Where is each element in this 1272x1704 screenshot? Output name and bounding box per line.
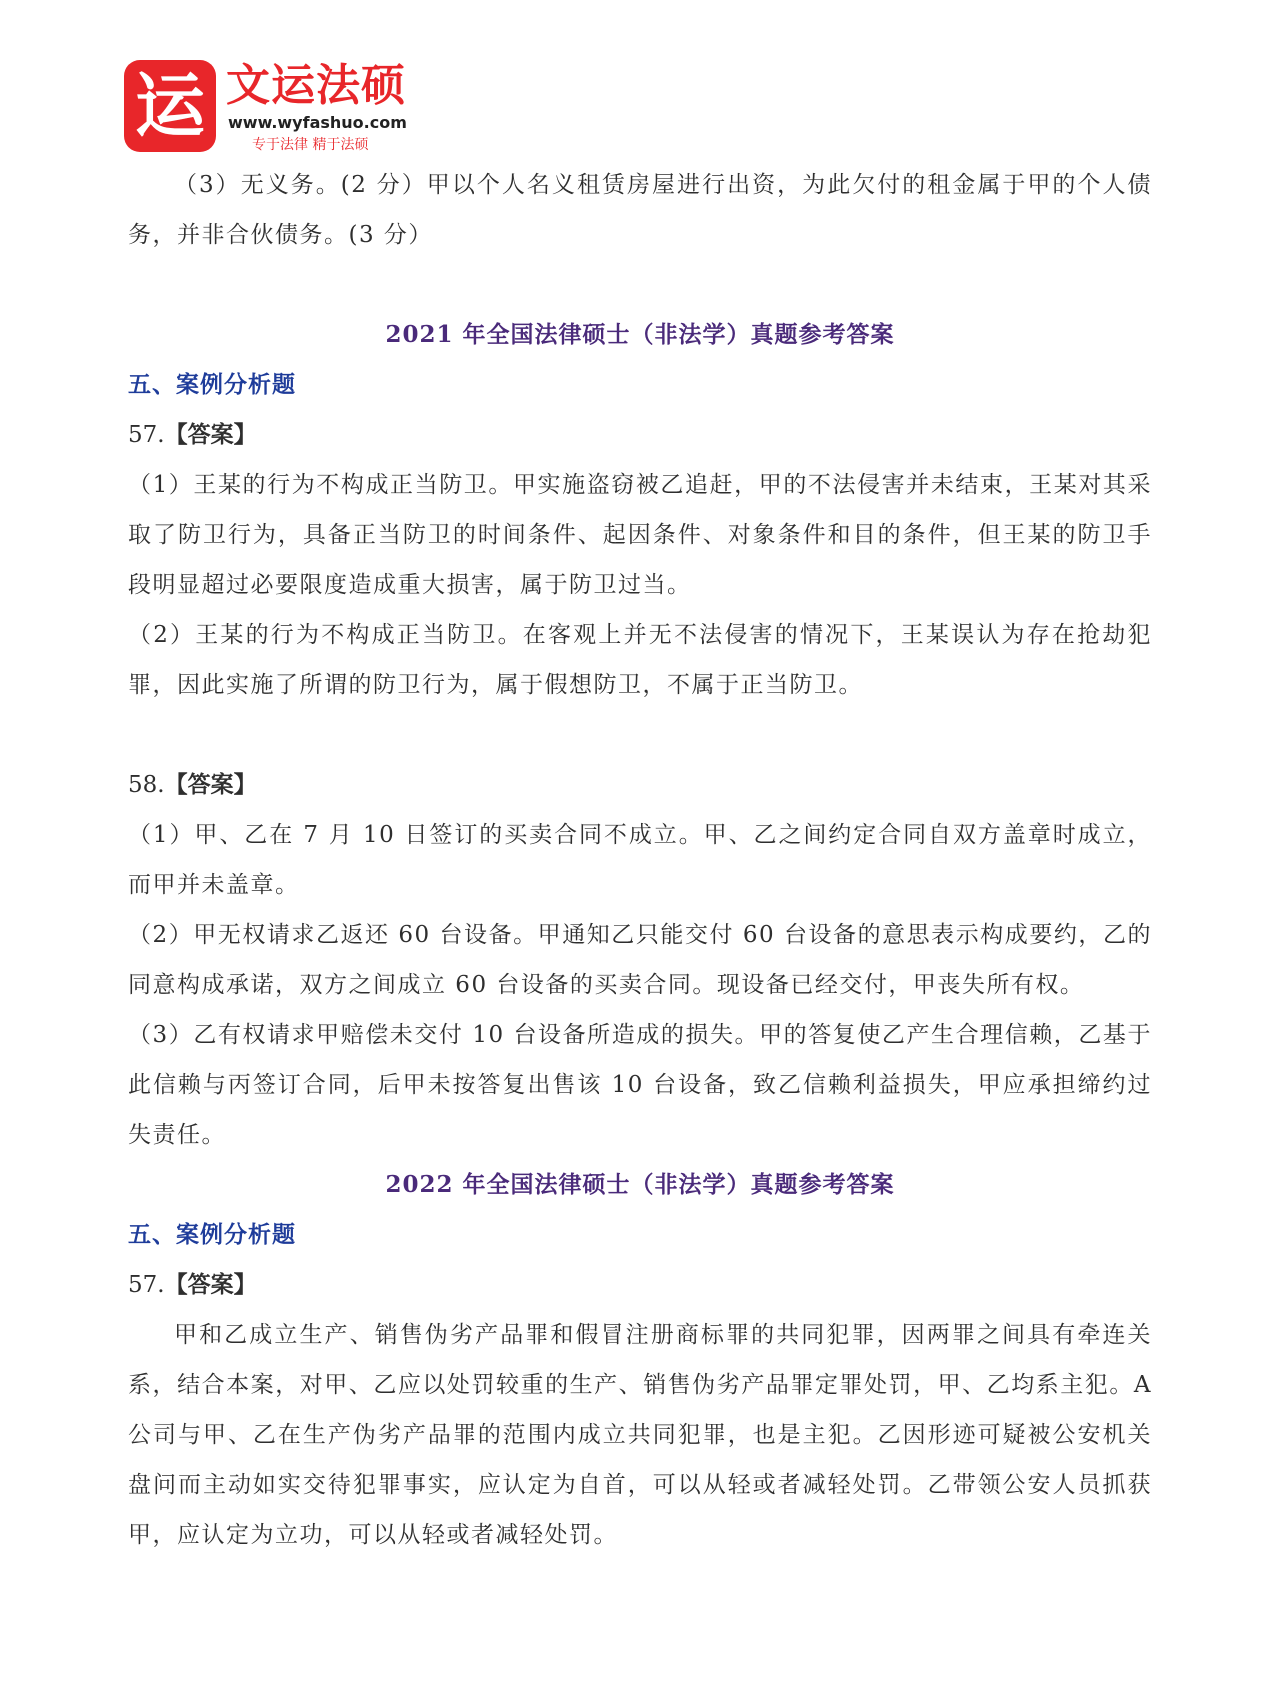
- logo-glyph: 运: [135, 64, 205, 147]
- spacer: [128, 260, 1152, 310]
- logo-slogan: 专于法律 精于法硕: [252, 137, 369, 153]
- exam-2021-q57-answer-2: （2）王某的行为不构成正当防卫。在客观上并无不法侵害的情况下，王某误认为存在抢劫犯罪，因此实施了所谓的防卫行为，属于假想防卫，不属于正当防卫。: [128, 622, 1152, 698]
- exam-2021-q58-answer-3: （3）乙有权请求甲赔偿未交付 10 台设备所造成的损失。甲的答复使乙产生合理信赖，乙基于此信赖与丙签订合同，后甲未按答复出售该 10 台设备，致乙信赖利益损失，甲应承担缔约过失责任。: [128, 1022, 1152, 1148]
- question-number: 57.: [128, 422, 165, 448]
- exam-2021-q58-heading: [128, 760, 1152, 810]
- exam-2022-q57-heading: [128, 1260, 1152, 1310]
- answer-label: 【答案】: [164, 1271, 257, 1298]
- exam-2022-section-heading: 五、案例分析题: [128, 1222, 296, 1248]
- document-body: [128, 160, 1152, 1560]
- logo-url: www.wyfashuo.com: [228, 113, 407, 132]
- logo-mark-icon: [124, 60, 216, 152]
- exam-2021-q58-answer-2: （2）甲无权请求乙返还 60 台设备。甲通知乙只能交付 60 台设备的意思表示构成要约，乙的同意构成承诺，双方之间成立 60 台设备的买卖合同。现设备已经交付，甲丧失所有权。: [128, 922, 1152, 998]
- exam-2022-title: 2022 年全国法律硕士（非法学）真题参考答案: [385, 1171, 895, 1198]
- exam-2021-section-heading: 五、案例分析题: [128, 372, 296, 398]
- exam-2021-q57-answer-1: （1）王某的行为不构成正当防卫。甲实施盗窃被乙追赶，甲的不法侵害并未结束，王某对其采取了防卫行为，具备正当防卫的时间条件、起因条件、对象条件和目的条件，但王某的防卫手段明显超过必要限度造成重大损害，属于防卫过当。: [128, 472, 1152, 598]
- exam-2022-q57-answer: 甲和乙成立生产、销售伪劣产品罪和假冒注册商标罪的共同犯罪，因两罪之间具有牵连关系，结合本案，对甲、乙应以处罚较重的生产、销售伪劣产品罪定罪处罚，甲、乙均系主犯。A 公司与甲、乙在生产伪劣产品罪的范围内成立共同犯罪，也是主犯。乙因形迹可疑被公安机关盘问而主动如实交待犯罪事实，应认定为自首，可以从轻或者减轻处罚。乙带领公安人员抓获甲，应认定为立功，可以从轻或者减轻处罚。: [128, 1322, 1152, 1548]
- answer-label: 【答案】: [164, 771, 257, 798]
- intro-answer-3: （3）无义务。(2 分）甲以个人名义租赁房屋进行出资，为此欠付的租金属于甲的个人债务，并非合伙债务。(3 分）: [128, 172, 1152, 248]
- question-number: 58.: [128, 772, 165, 798]
- exam-2021-q57-heading: [128, 410, 1152, 460]
- spacer: [128, 710, 1152, 760]
- brand-logo: [124, 60, 424, 160]
- exam-2021-q58-answer-1: （1）甲、乙在 7 月 10 日签订的买卖合同不成立。甲、乙之间约定合同自双方盖章时成立，而甲并未盖章。: [128, 822, 1152, 898]
- question-number: 57.: [128, 1272, 165, 1298]
- exam-2021-title: 2021 年全国法律硕士（非法学）真题参考答案: [385, 321, 895, 348]
- answer-label: 【答案】: [164, 421, 257, 448]
- logo-name: 文运法硕: [226, 60, 406, 111]
